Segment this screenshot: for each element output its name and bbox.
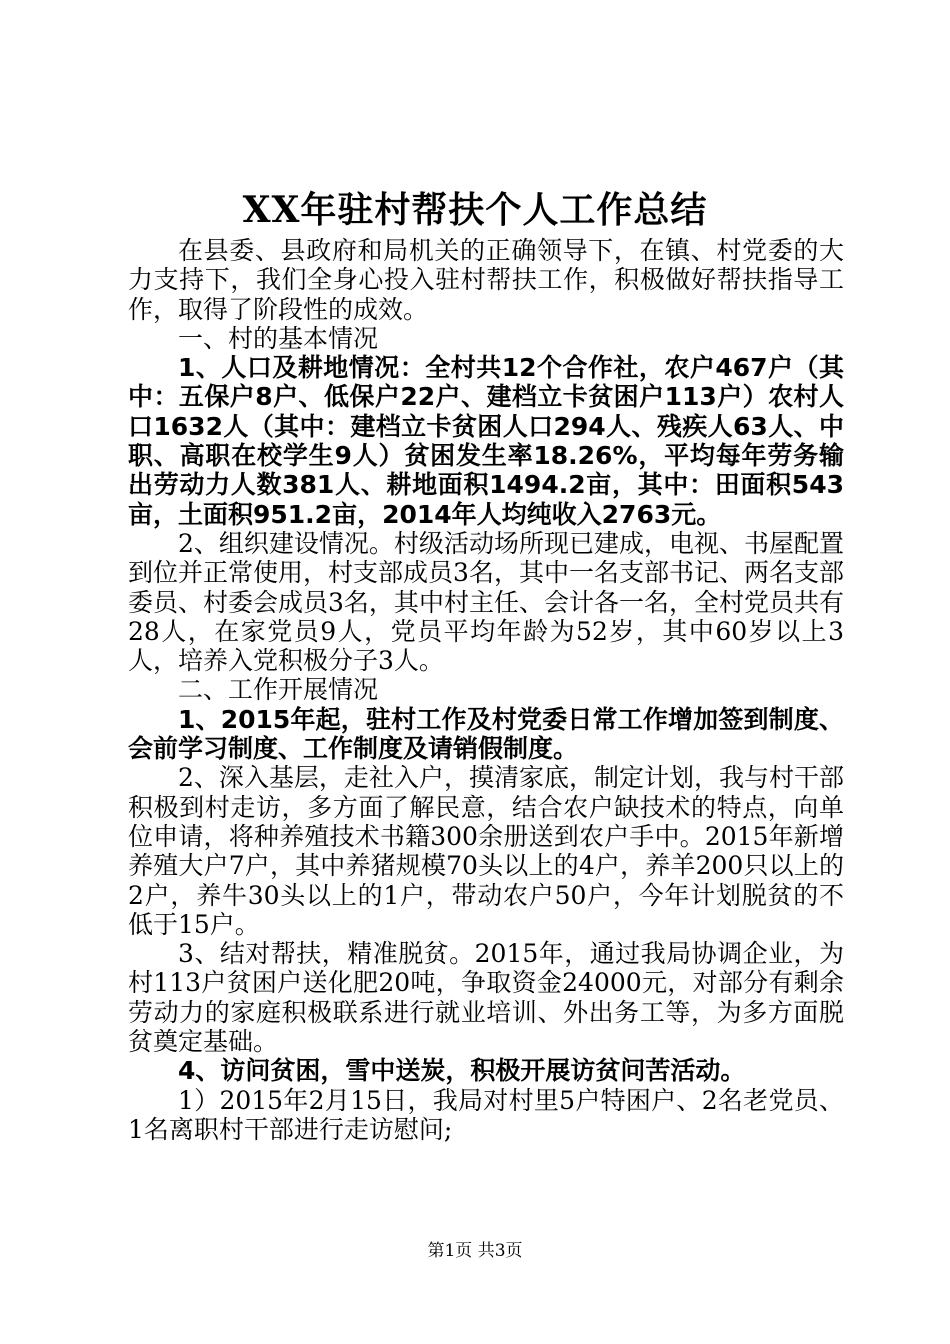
paragraph-population-land: 1、人口及耕地情况：全村共12个合作社，农户467户（其中：五保户8户、低保户22户、建档立卡贫困户113户）农村人口1632人（其中：建档立卡贫困人口294人、残疾人63人、中职、高职在校学生9人）贫困发生率18.26%，平均每年劳务输出劳动力人数381人、耕地面积1494.2亩，其中：田面积543亩，土面积951.2亩，2014年人均纯收入2763元。 — [128, 353, 844, 529]
page-number-footer: 第1页 共3页 — [427, 1241, 523, 1261]
document-title: XX年驻村帮扶个人工作总结 — [242, 189, 708, 231]
paragraph-work-item-1: 1、2015年起，驻村工作及村党委日常工作增加签到制度、会前学习制度、工作制度及请销假制度。 — [128, 704, 844, 764]
paragraph-sub-item-1: 1）2015年2月15日，我局对村里5户特困户、2名老党员、1名离职村干部进行走访慰问; — [128, 1085, 844, 1144]
paragraph-work-item-4: 4、访问贫困，雪中送炭，积极开展访贫问苦活动。 — [178, 1056, 746, 1086]
paragraph-organization: 2、组织建设情况。村级活动场所现已建成，电视、书屋配置到位并正常使用，村支部成员3名，其中一名支部书记、两名支部委员、村委会成员3名，其中村主任、会计各一名，全村党员共有28人，在家党员9人，党员平均年龄为52岁，其中60岁以上3人，培养入党积极分子3人。 — [128, 528, 844, 676]
document-body — [128, 236, 844, 1144]
section-heading-work-progress: 二、工作开展情况 — [178, 675, 379, 705]
paragraph-work-item-3: 3、结对帮扶，精准脱贫。2015年，通过我局协调企业，为村113户贫困户送化肥20吨，争取资金24000元，对部分有剩余劳动力的家庭积极联系进行就业培训、外出务工等，为多方面脱贫奠定基础。 — [128, 939, 844, 1057]
paragraph-work-item-2: 2、深入基层，走社入户，摸清家底，制定计划，我与村干部积极到村走访，多方面了解民意，结合农户缺技术的特点，向单位申请，将种养殖技术书籍300余册送到农户手中。2015年新增养殖大户7户，其中养猪规模70头以上的4户，养羊200只以上的2户，养牛30头以上的1户，带动农户50户，今年计划脱贫的不低于15户。 — [128, 763, 844, 939]
intro-paragraph: 在县委、县政府和局机关的正确领导下，在镇、村党委的大力支持下，我们全身心投入驻村帮扶工作，积极做好帮扶指导工作，取得了阶段性的成效。 — [128, 236, 844, 324]
section-heading-village-info: 一、村的基本情况 — [178, 323, 379, 353]
